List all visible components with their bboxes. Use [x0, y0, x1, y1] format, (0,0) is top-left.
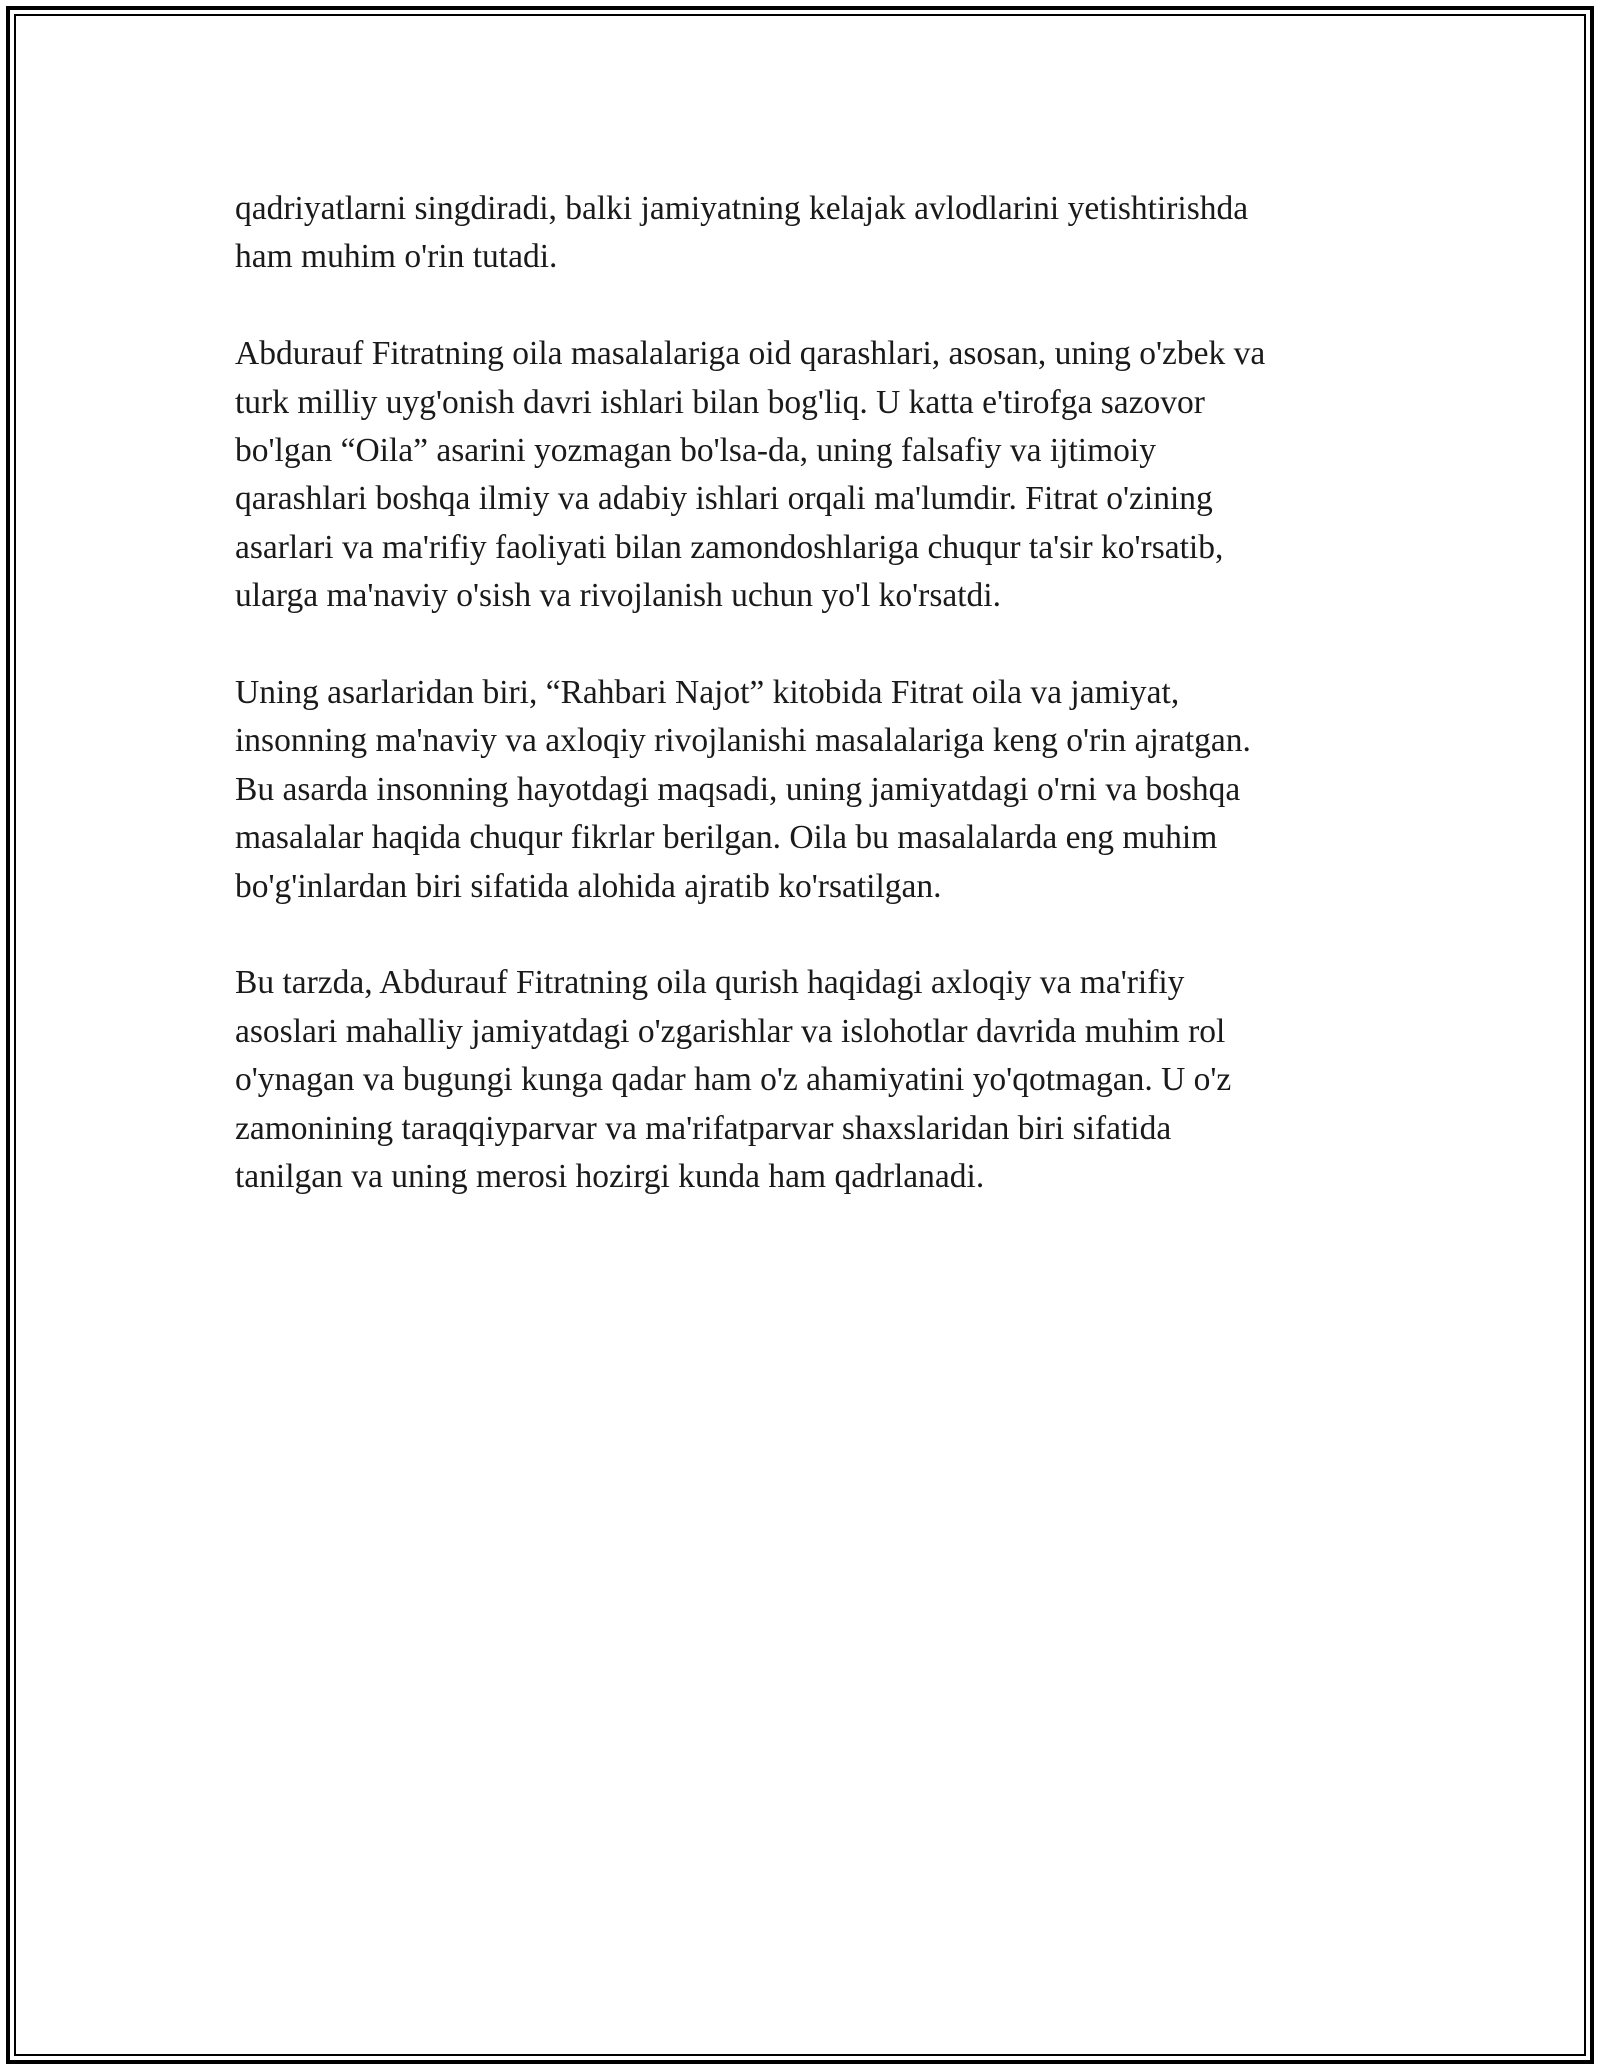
- text-line: bo'lgan “Oila” asarini yozmagan bo'lsa-da, uning falsafiy va ijtimoiy: [235, 432, 1156, 470]
- text-line: turk milliy uyg'onish davri ishlari bilan bog'liq. U katta e'tirofga sazovor: [235, 383, 1205, 421]
- text-line: qadriyatlarni singdiradi, balki jamiyatning kelajak avlodlarini yetishtirishda: [235, 190, 1249, 227]
- text-line: ularga ma'naviy o'sish va rivojlanish uchun yo'l ko'rsatdi.: [235, 577, 1001, 615]
- text-line: Uning asarlaridan biri, “Rahbari Najot” kitobida Fitrat oila va jamiyat,: [235, 674, 1180, 712]
- paragraph-3: [235, 669, 1375, 911]
- text-line: Abdurauf Fitratning oila masalalariga oid qarashlari, asosan, uning o'zbek va: [235, 335, 1266, 373]
- text-line: o'ynagan va bugungi kunga qadar ham o'z ahamiyatini yo'qotmagan. U o'z: [235, 1061, 1232, 1099]
- paragraph-2: [235, 330, 1375, 620]
- text-line: masalalar haqida chuqur fikrlar berilgan. Oila bu masalalarda eng muhim: [235, 819, 1218, 857]
- paragraph-4: [235, 959, 1375, 1201]
- document-body: [235, 185, 1375, 1250]
- text-line: tanilgan va uning merosi hozirgi kunda ham qadrlanadi.: [235, 1158, 985, 1196]
- text-line: zamonining taraqqiyparvar va ma'rifatparvar shaxslaridan biri sifatida: [235, 1109, 1172, 1147]
- text-line: asoslari mahalliy jamiyatdagi o'zgarishlar va islohotlar davrida muhim rol: [235, 1012, 1226, 1050]
- text-line: Bu tarzda, Abdurauf Fitratning oila qurish haqidagi axloqiy va ma'rifiy: [235, 964, 1185, 1002]
- paragraph-1: [235, 185, 1375, 282]
- text-line: qarashlari boshqa ilmiy va adabiy ishlari orqali ma'lumdir. Fitrat o'zining: [235, 480, 1213, 518]
- text-line: bo'g'inlardan biri sifatida alohida ajratib ko'rsatilgan.: [235, 867, 942, 905]
- text-line: ham muhim o'rin tutadi.: [235, 238, 558, 276]
- text-line: asarlari va ma'rifiy faoliyati bilan zamondoshlariga chuqur ta'sir ko'rsatib,: [235, 528, 1224, 566]
- text-line: insonning ma'naviy va axloqiy rivojlanishi masalalariga keng o'rin ajratgan.: [235, 722, 1251, 760]
- text-line: Bu asarda insonning hayotdagi maqsadi, uning jamiyatdagi o'rni va boshqa: [235, 770, 1241, 808]
